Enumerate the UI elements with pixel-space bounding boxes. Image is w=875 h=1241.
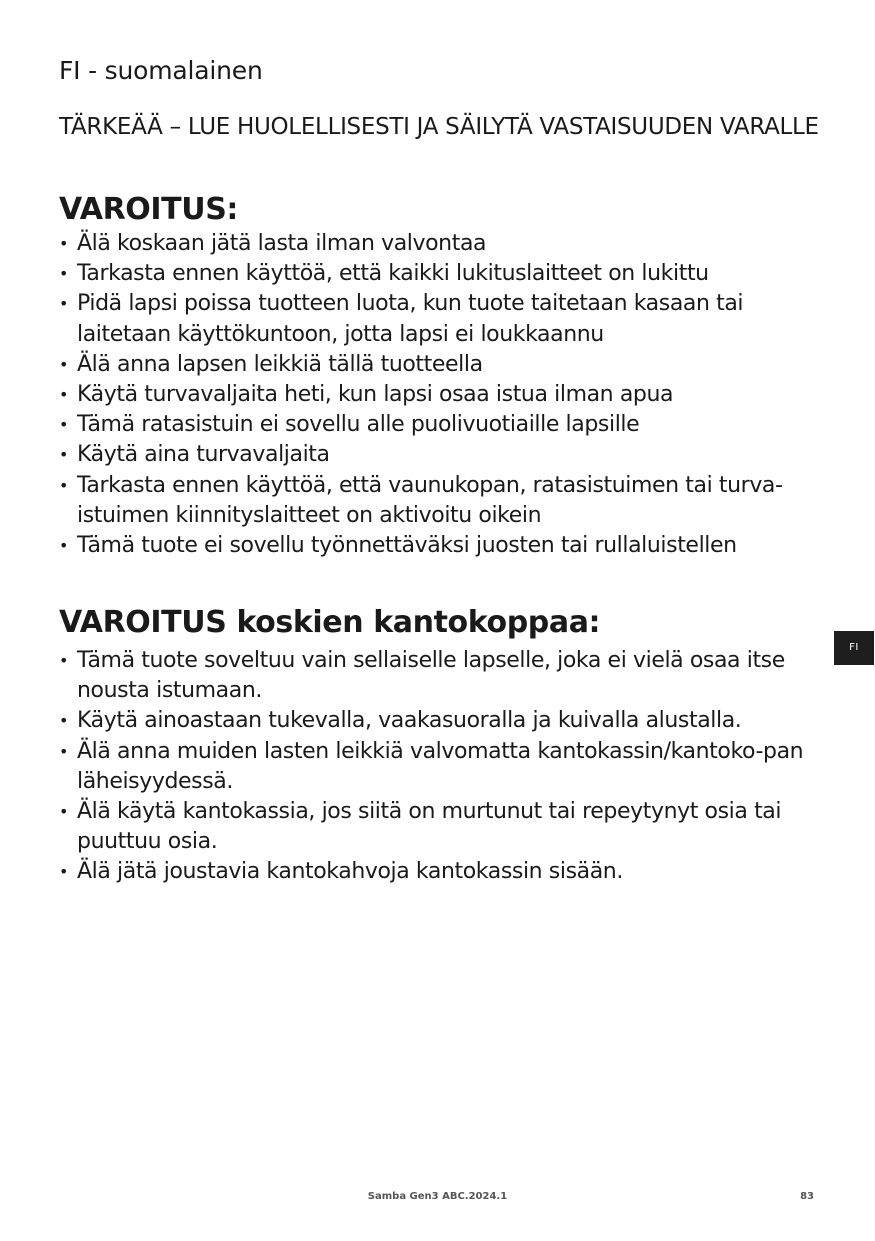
bullet-icon: • xyxy=(59,385,69,405)
warning-item-text: Käytä aina turvavaljaita xyxy=(77,442,330,468)
carrycot-warning-item xyxy=(59,797,829,857)
bullet-icon: • xyxy=(59,445,69,465)
warning-item xyxy=(59,229,829,259)
bullet-icon: • xyxy=(59,741,69,761)
warning-item xyxy=(59,259,829,289)
language-side-tab: FI xyxy=(834,631,874,665)
carrycot-warning-item xyxy=(59,706,829,736)
important-notice: TÄRKEÄÄ – LUE HUOLELLISESTI JA SÄILYTÄ VASTAISUUDEN VARALLE xyxy=(59,114,819,140)
footer-document-id: Samba Gen3 ABC.2024.1 xyxy=(367,1191,508,1202)
carrycot-warning-list xyxy=(59,646,829,888)
bullet-icon: • xyxy=(59,234,69,253)
bullet-icon: • xyxy=(59,802,69,822)
bullet-icon: • xyxy=(59,862,69,882)
bullet-icon: • xyxy=(59,294,69,314)
warning-item-text: Pidä lapsi poissa tuotteen luota, kun tuote taitetaan kasaan tai laitetaan käyttökuntoon, jotta lapsi ei loukkaannu xyxy=(77,291,744,347)
warning-list xyxy=(59,229,829,561)
warning-item xyxy=(59,440,829,470)
bullet-icon: • xyxy=(59,475,69,495)
warning-item-text: Tämä tuote ei sovellu työnnettäväksi juosten tai rullaluistellen xyxy=(77,533,737,559)
carrycot-warning-item xyxy=(59,646,829,706)
warning-item xyxy=(59,531,829,561)
bullet-icon: • xyxy=(59,264,69,284)
bullet-icon: • xyxy=(59,651,69,670)
carrycot-warning-title: VAROITUS koskien kantokoppaa: xyxy=(59,605,601,640)
carrycot-warning-item-text: Tämä tuote soveltuu vain sellaiselle lapselle, joka ei vielä osaa itse nousta istumaan. xyxy=(77,648,785,704)
page-number: 83 xyxy=(800,1191,814,1202)
carrycot-warning-item-text: Älä käytä kantokassia, jos siitä on murtunut tai repeytynyt osia tai puuttuu osia. xyxy=(77,799,782,855)
warning-item-text: Tämä ratasistuin ei sovellu alle puolivuotiaille lapsille xyxy=(77,412,640,438)
bullet-icon: • xyxy=(59,354,69,374)
bullet-icon: • xyxy=(59,415,69,435)
warning-title: VAROITUS: xyxy=(59,192,238,227)
bullet-icon: • xyxy=(59,711,69,731)
warning-item-text: Tarkasta ennen käyttöä, että kaikki lukituslaitteet on lukittu xyxy=(77,261,709,287)
warning-item-text: Älä anna lapsen leikkiä tällä tuotteella xyxy=(77,351,483,377)
carrycot-warning-item-text: Käytä ainoastaan tukevalla, vaakasuoralla ja kuivalla alustalla. xyxy=(77,708,742,734)
warning-item xyxy=(59,289,829,349)
warning-item-text: Älä koskaan jätä lasta ilman valvontaa xyxy=(77,231,487,256)
warning-item xyxy=(59,410,829,440)
warning-item xyxy=(59,350,829,380)
carrycot-warning-item xyxy=(59,857,829,887)
bullet-icon: • xyxy=(59,536,69,556)
warning-item xyxy=(59,471,829,531)
warning-item-text: Tarkasta ennen käyttöä, että vaunukopan, ratasistuimen tai turva-istuimen kiinnityslaitteet on aktivoitu oikein xyxy=(77,472,783,528)
carrycot-warning-item-text: Älä anna muiden lasten leikkiä valvomatta kantokassin/kantoko-pan läheisyydessä. xyxy=(77,738,804,794)
warning-item xyxy=(59,380,829,410)
carrycot-warning-item xyxy=(59,737,829,797)
warning-item-text: Käytä turvavaljaita heti, kun lapsi osaa istua ilman apua xyxy=(77,382,674,408)
language-header: FI - suomalainen xyxy=(59,56,263,85)
carrycot-warning-item-text: Älä jätä joustavia kantokahvoja kantokassin sisään. xyxy=(77,859,623,885)
